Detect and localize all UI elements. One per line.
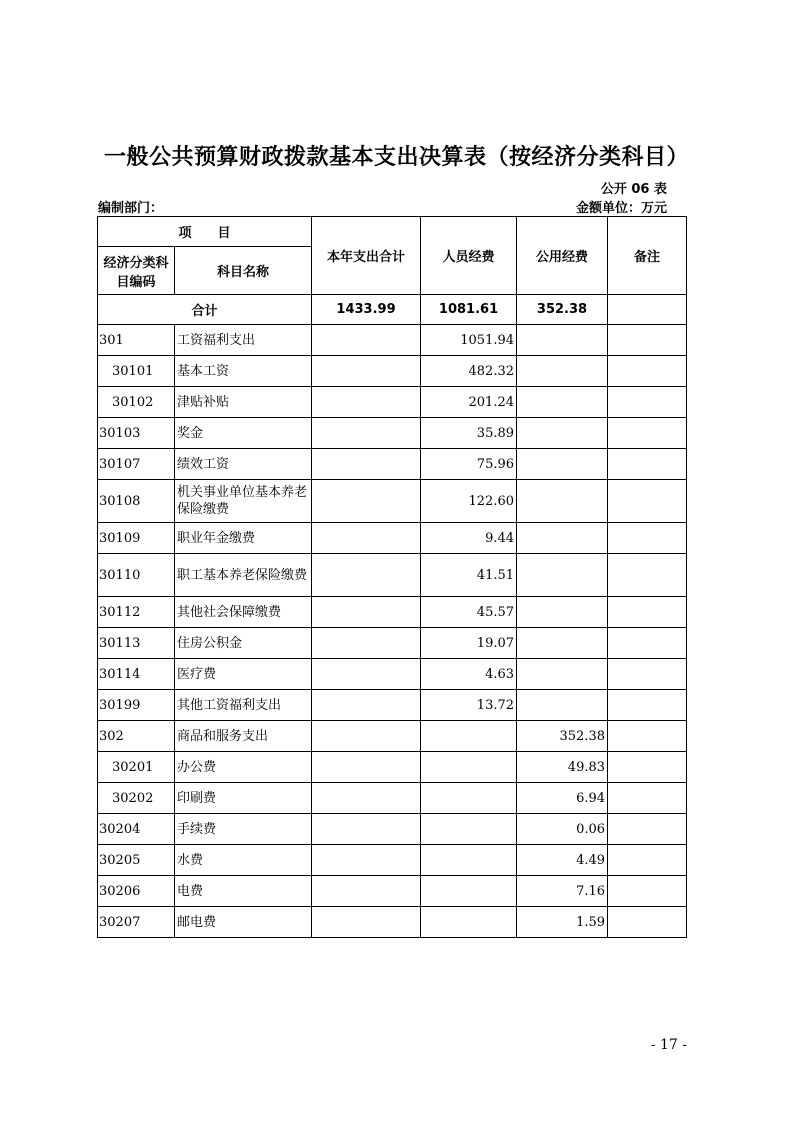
row-name: 津贴补贴 xyxy=(175,387,312,418)
row-note xyxy=(608,449,687,480)
row-total xyxy=(312,690,421,721)
row-total xyxy=(312,845,421,876)
row-name: 其他社会保障缴费 xyxy=(175,597,312,628)
row-personnel: 41.51 xyxy=(421,554,517,597)
row-personnel xyxy=(421,876,517,907)
row-note xyxy=(608,845,687,876)
row-personnel: 35.89 xyxy=(421,418,517,449)
row-name: 住房公积金 xyxy=(175,628,312,659)
row-personnel xyxy=(421,783,517,814)
row-total xyxy=(312,523,421,554)
row-note xyxy=(608,356,687,387)
row-personnel: 201.24 xyxy=(421,387,517,418)
row-total xyxy=(312,659,421,690)
row-personnel: 482.32 xyxy=(421,356,517,387)
row-personnel: 1051.94 xyxy=(421,325,517,356)
row-note xyxy=(608,628,687,659)
table-row xyxy=(98,449,687,480)
row-personnel: 45.57 xyxy=(421,597,517,628)
row-total xyxy=(312,907,421,938)
row-code: 30201 xyxy=(98,752,175,783)
table-row xyxy=(98,356,687,387)
row-personnel xyxy=(421,814,517,845)
row-public: 1.59 xyxy=(517,907,608,938)
row-total xyxy=(312,597,421,628)
table-row xyxy=(98,554,687,597)
total-row xyxy=(98,295,687,325)
unit-label: 金额单位：万元 xyxy=(575,201,667,216)
total-label: 合计 xyxy=(98,295,312,325)
row-total xyxy=(312,814,421,845)
row-public xyxy=(517,325,608,356)
row-code: 30103 xyxy=(98,418,175,449)
row-code: 302 xyxy=(98,721,175,752)
total-public: 352.38 xyxy=(517,295,608,325)
row-personnel: 19.07 xyxy=(421,628,517,659)
row-code: 30110 xyxy=(98,554,175,597)
row-note xyxy=(608,523,687,554)
row-note xyxy=(608,814,687,845)
row-code: 30113 xyxy=(98,628,175,659)
header-item: 项 目 xyxy=(98,217,312,247)
row-total xyxy=(312,356,421,387)
row-personnel: 13.72 xyxy=(421,690,517,721)
row-public xyxy=(517,659,608,690)
row-code: 30207 xyxy=(98,907,175,938)
form-code: 公开 06 表 xyxy=(600,182,667,197)
row-total xyxy=(312,752,421,783)
row-personnel: 122.60 xyxy=(421,480,517,523)
row-note xyxy=(608,690,687,721)
row-name: 办公费 xyxy=(175,752,312,783)
row-note xyxy=(608,597,687,628)
table-row xyxy=(98,325,687,356)
total-personnel: 1081.61 xyxy=(421,295,517,325)
row-public: 49.83 xyxy=(517,752,608,783)
table-row xyxy=(98,597,687,628)
row-total xyxy=(312,480,421,523)
row-code: 30114 xyxy=(98,659,175,690)
table-row xyxy=(98,876,687,907)
total-total: 1433.99 xyxy=(312,295,421,325)
row-note xyxy=(608,325,687,356)
row-public: 4.49 xyxy=(517,845,608,876)
row-note xyxy=(608,752,687,783)
row-public: 0.06 xyxy=(517,814,608,845)
row-personnel xyxy=(421,845,517,876)
total-note xyxy=(608,295,687,325)
row-note xyxy=(608,554,687,597)
header-total: 本年支出合计 xyxy=(312,217,421,295)
row-total xyxy=(312,449,421,480)
table-row xyxy=(98,690,687,721)
row-public xyxy=(517,449,608,480)
row-public xyxy=(517,628,608,659)
header-name: 科目名称 xyxy=(175,247,312,295)
row-name: 工资福利支出 xyxy=(175,325,312,356)
row-name: 职工基本养老保险缴费 xyxy=(175,554,312,597)
row-public: 7.16 xyxy=(517,876,608,907)
table-row xyxy=(98,628,687,659)
row-code: 30112 xyxy=(98,597,175,628)
row-personnel xyxy=(421,721,517,752)
header-personnel: 人员经费 xyxy=(421,217,517,295)
row-personnel xyxy=(421,907,517,938)
table-row xyxy=(98,480,687,523)
row-name: 医疗费 xyxy=(175,659,312,690)
table-row xyxy=(98,752,687,783)
row-name: 邮电费 xyxy=(175,907,312,938)
row-note xyxy=(608,659,687,690)
page-title: 一般公共预算财政拨款基本支出决算表（按经济分类科目） xyxy=(103,145,689,170)
row-name: 基本工资 xyxy=(175,356,312,387)
row-total xyxy=(312,418,421,449)
header-code: 经济分类科目编码 xyxy=(98,247,175,295)
row-public xyxy=(517,418,608,449)
row-note xyxy=(608,418,687,449)
row-code: 30108 xyxy=(98,480,175,523)
row-note xyxy=(608,480,687,523)
row-code: 30102 xyxy=(98,387,175,418)
table-row xyxy=(98,418,687,449)
table-row xyxy=(98,845,687,876)
header-note: 备注 xyxy=(608,217,687,295)
row-personnel: 9.44 xyxy=(421,523,517,554)
row-personnel: 75.96 xyxy=(421,449,517,480)
row-name: 奖金 xyxy=(175,418,312,449)
row-public xyxy=(517,523,608,554)
row-total xyxy=(312,554,421,597)
table-row xyxy=(98,523,687,554)
row-code: 30202 xyxy=(98,783,175,814)
row-public xyxy=(517,356,608,387)
row-note xyxy=(608,783,687,814)
dept-label: 编制部门： xyxy=(98,201,164,216)
table-row xyxy=(98,721,687,752)
page-number: - 17 - xyxy=(650,1037,687,1053)
row-total xyxy=(312,387,421,418)
row-public xyxy=(517,387,608,418)
row-name: 电费 xyxy=(175,876,312,907)
table-row xyxy=(98,387,687,418)
row-total xyxy=(312,721,421,752)
row-total xyxy=(312,325,421,356)
row-code: 30205 xyxy=(98,845,175,876)
row-note xyxy=(608,387,687,418)
row-code: 301 xyxy=(98,325,175,356)
row-total xyxy=(312,628,421,659)
row-name: 机关事业单位基本养老保险缴费 xyxy=(175,480,312,523)
row-note xyxy=(608,876,687,907)
row-public: 6.94 xyxy=(517,783,608,814)
row-public xyxy=(517,690,608,721)
table-row xyxy=(98,659,687,690)
row-name: 绩效工资 xyxy=(175,449,312,480)
row-public xyxy=(517,597,608,628)
row-note xyxy=(608,721,687,752)
row-name: 其他工资福利支出 xyxy=(175,690,312,721)
row-code: 30199 xyxy=(98,690,175,721)
row-code: 30101 xyxy=(98,356,175,387)
row-code: 30206 xyxy=(98,876,175,907)
table-row xyxy=(98,907,687,938)
row-code: 30204 xyxy=(98,814,175,845)
row-public xyxy=(517,554,608,597)
row-personnel xyxy=(421,752,517,783)
row-code: 30109 xyxy=(98,523,175,554)
table-row xyxy=(98,783,687,814)
row-code: 30107 xyxy=(98,449,175,480)
row-name: 职业年金缴费 xyxy=(175,523,312,554)
table-row xyxy=(98,814,687,845)
row-name: 商品和服务支出 xyxy=(175,721,312,752)
header-public: 公用经费 xyxy=(517,217,608,295)
row-name: 印刷费 xyxy=(175,783,312,814)
row-public: 352.38 xyxy=(517,721,608,752)
row-personnel: 4.63 xyxy=(421,659,517,690)
row-total xyxy=(312,783,421,814)
budget-table xyxy=(97,216,687,938)
row-total xyxy=(312,876,421,907)
row-name: 手续费 xyxy=(175,814,312,845)
row-public xyxy=(517,480,608,523)
row-note xyxy=(608,907,687,938)
row-name: 水费 xyxy=(175,845,312,876)
